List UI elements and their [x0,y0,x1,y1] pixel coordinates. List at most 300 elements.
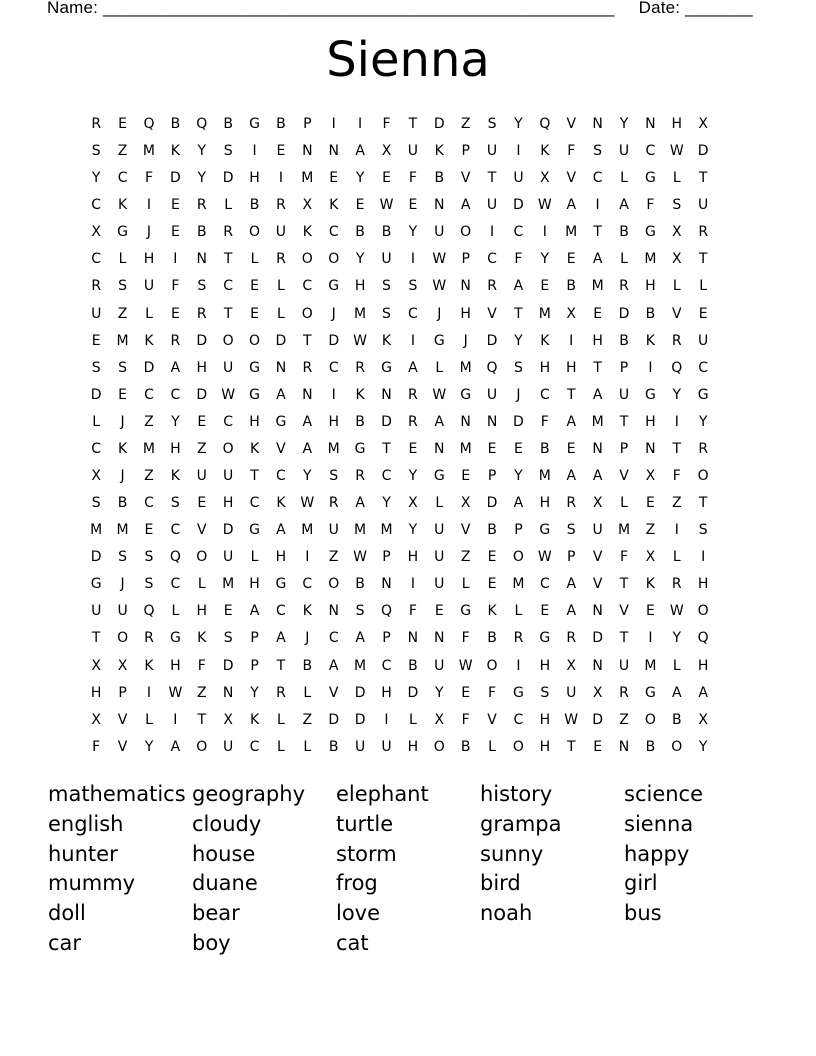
grid-letter: L [118,251,127,268]
grid-letter: B [355,576,365,593]
grid-letter: O [433,738,445,755]
grid-letter: D [354,684,366,701]
grid-letter: M [301,170,314,187]
grid-letter: L [224,197,233,214]
grid-letter: A [513,278,524,295]
grid-letter: V [566,116,577,132]
grid-letter: Y [408,468,418,485]
grid-letter: J [305,630,310,647]
grid-letter: P [382,630,391,647]
grid-letter: J [331,305,336,322]
word-list-item: duane [192,871,258,896]
grid-letter: R [196,197,207,214]
grid-letter: I [516,657,521,674]
grid-letter: E [408,440,418,457]
grid-letter: Y [408,224,418,241]
word-list-item: sienna [624,811,694,836]
grid-letter: R [671,332,682,349]
grid-letter: I [278,170,283,187]
grid-letter: N [222,684,234,701]
grid-letter: E [645,603,655,620]
grid-letter: D [513,197,524,214]
grid-letter: J [120,413,125,430]
grid-letter: P [250,630,259,647]
grid-letter: Y [197,143,207,160]
grid-letter: Z [117,143,128,160]
grid-letter: T [223,305,233,322]
grid-letter: I [489,224,495,241]
word-list-item: storm [336,841,397,866]
grid-letter: R [487,278,497,295]
grid-letter: K [329,197,339,214]
grid-letter: R [566,495,577,512]
grid-letter: X [117,657,128,674]
grid-letter: X [91,657,101,674]
grid-letter: M [617,522,631,539]
grid-letter: K [249,440,260,457]
grid-letter: N [302,386,313,403]
grid-letter: C [539,576,550,593]
grid-letter: C [302,278,313,295]
grid-letter: T [619,413,629,430]
grid-letter: N [381,576,392,593]
grid-letter: C [249,738,260,755]
grid-letter: V [619,603,629,620]
grid-letter: K [302,224,312,241]
grid-letter: H [407,549,419,566]
grid-letter: I [516,143,521,160]
grid-letter: E [566,440,576,457]
grid-letter: Z [302,711,313,728]
grid-letter: H [196,603,208,620]
grid-letter: O [644,711,656,728]
word-list-item: sunny [480,841,544,866]
grid-letter: D [407,684,419,701]
grid-letter: X [566,305,577,322]
grid-letter: G [169,630,181,647]
grid-letter: O [222,440,234,457]
date-line[interactable]: _______ [685,0,753,17]
grid-letter: R [276,684,286,701]
grid-letter: W [353,549,368,566]
grid-letter: H [539,359,551,376]
grid-letter: K [540,143,550,160]
word-list-item: bus [624,901,662,926]
grid-letter: P [514,522,523,539]
grid-letter: X [698,711,708,728]
grid-letter: U [698,197,709,214]
grid-letter: O [117,630,129,647]
grid-letter: L [672,170,681,187]
grid-letter: B [302,657,313,674]
grid-letter: A [249,603,260,620]
grid-letter: V [460,170,471,187]
grid-letter: E [118,116,128,132]
grid-letter: R [144,630,154,647]
grid-letter: D [196,332,208,349]
grid-letter: C [91,197,102,214]
grid-letter: C [513,711,524,728]
grid-letter: I [384,711,389,728]
grid-letter: V [592,576,603,593]
grid-letter: I [173,251,178,268]
grid-letter: J [437,305,442,322]
grid-letter: R [671,576,682,593]
grid-letter: I [542,224,547,241]
grid-letter: N [592,116,603,132]
grid-letter: E [91,332,101,349]
grid-letter: C [381,657,392,674]
grid-letter: D [592,630,603,647]
grid-letter: A [328,657,339,674]
grid-letter: W [353,332,368,349]
grid-letter: U [618,386,630,403]
grid-letter: U [381,738,392,755]
grid-letter: V [672,305,682,322]
grid-letter: Y [514,468,523,485]
grid-letter: H [460,305,471,322]
grid-letter: B [619,332,629,349]
grid-letter: Y [540,251,550,268]
grid-letter: B [434,170,445,187]
grid-letter: B [328,738,339,755]
grid-letter: T [698,170,708,187]
grid-letter: R [223,224,234,241]
grid-letter: I [648,359,653,376]
grid-letter: W [221,386,236,403]
grid-letter: H [539,495,551,512]
grid-letter: L [672,549,681,566]
grid-letter: Y [382,495,391,512]
grid-letter: U [328,522,339,539]
grid-letter: U [91,305,102,322]
grid-letter: A [619,197,629,214]
grid-letter: T [619,630,629,647]
grid-letter: W [669,603,684,620]
grid-letter: N [434,197,445,214]
word-list-item: doll [48,901,86,926]
grid-letter: E [197,413,207,430]
grid-letter: C [328,359,339,376]
grid-letter: E [382,170,391,187]
grid-letter: G [249,116,260,132]
grid-letter: N [486,413,498,430]
grid-letter: M [327,440,340,457]
grid-letter: B [671,711,682,728]
grid-letter: O [671,738,683,755]
grid-letter: D [143,359,155,376]
grid-letter: A [592,251,603,268]
grid-letter: B [117,495,128,512]
grid-letter: E [698,305,708,322]
grid-letter: A [566,603,577,620]
grid-letter: X [434,711,445,728]
grid-letter: G [697,386,709,403]
name-line[interactable]: _____________________________________________________ [103,0,615,17]
grid-letter: C [302,576,313,593]
word-list-item: house [192,841,256,866]
grid-letter: H [407,738,419,755]
grid-letter: M [90,522,103,539]
grid-letter: E [223,603,233,620]
grid-letter: Q [143,116,155,132]
grid-letter: W [168,684,183,701]
grid-letter: W [432,251,447,268]
grid-letter: L [435,359,444,376]
grid-letter: N [592,440,603,457]
grid-letter: V [487,711,497,728]
grid-letter: W [300,495,315,512]
grid-letter: M [538,305,551,322]
grid-letter: N [275,359,287,376]
grid-letter: R [355,468,365,485]
grid-letter: P [250,657,259,674]
letter-grid [83,114,716,764]
grid-letter: A [355,143,365,160]
grid-letter: I [146,684,152,701]
grid-letter: U [618,657,630,674]
grid-letter: M [354,305,367,322]
grid-letter: G [249,386,260,403]
grid-letter: T [408,116,418,132]
grid-letter: T [566,386,576,403]
grid-letter: T [672,440,682,457]
grid-letter: S [223,143,233,160]
grid-letter: D [328,711,340,728]
grid-letter: L [197,576,206,593]
grid-letter: F [461,630,470,647]
grid-letter: O [249,224,261,241]
grid-letter: G [117,224,129,241]
grid-letter: K [302,603,312,620]
grid-letter: E [408,197,418,214]
grid-letter: S [118,549,128,566]
grid-letter: T [223,251,233,268]
grid-letter: F [408,170,417,187]
grid-letter: A [355,630,365,647]
grid-letter: H [697,576,709,593]
grid-letter: E [170,224,180,241]
grid-letter: O [512,549,524,566]
grid-letter: S [698,522,708,539]
grid-letter: F [461,711,470,728]
grid-letter: B [355,224,365,241]
grid-letter: C [487,251,497,268]
grid-letter: H [697,657,709,674]
grid-letter: W [432,278,447,295]
grid-letter: L [171,603,180,620]
grid-letter: B [355,413,365,430]
grid-letter: Y [698,738,708,755]
grid-letter: H [249,576,260,593]
grid-letter: U [486,386,498,403]
grid-letter: E [355,197,365,214]
grid-letter: S [170,495,180,512]
grid-letter: E [329,170,339,187]
grid-letter: P [619,440,629,457]
grid-letter: C [276,468,286,485]
grid-letter: S [197,278,207,295]
grid-letter: Q [539,116,551,132]
grid-letter: U [196,468,207,485]
grid-letter: T [487,170,497,187]
grid-letter: R [91,278,102,295]
grid-letter: U [143,278,155,295]
grid-letter: D [433,116,445,132]
grid-letter: T [593,359,602,376]
grid-letter: P [487,468,497,485]
grid-letter: S [118,359,128,376]
grid-letter: L [277,738,285,755]
word-list-item: car [48,930,82,955]
grid-letter: I [410,332,415,349]
grid-letter: M [565,224,578,241]
grid-letter: V [117,711,128,728]
grid-letter: O [460,224,472,241]
grid-letter: Z [196,440,207,457]
grid-letter: A [698,684,708,701]
grid-letter: R [276,197,286,214]
grid-letter: F [672,468,681,485]
grid-letter: L [435,495,444,512]
grid-letter: X [592,495,603,512]
grid-letter: U [434,549,445,566]
word-list-item: bear [192,901,240,926]
grid-letter: K [170,143,180,160]
grid-letter: X [566,657,577,674]
grid-letter: C [328,630,339,647]
grid-letter: H [671,116,683,132]
grid-letter: U [486,197,498,214]
grid-letter: L [514,603,523,620]
grid-letter: O [328,251,340,268]
grid-letter: J [463,332,468,349]
grid-letter: L [277,711,285,728]
grid-letter: A [592,386,603,403]
grid-letter: W [432,386,447,403]
grid-letter: S [329,468,339,485]
grid-letter: A [302,440,313,457]
grid-letter: C [223,413,234,430]
grid-letter: L [250,251,259,268]
grid-letter: L [303,738,312,755]
grid-letter: U [618,143,630,160]
grid-letter: E [250,305,259,322]
grid-letter: Q [169,549,181,566]
grid-letter: U [407,143,418,160]
grid-letter: S [593,143,603,160]
grid-letter: H [328,413,339,430]
grid-letter: U [354,738,366,755]
grid-letter: U [434,576,445,593]
word-list [48,780,768,959]
grid-letter: C [328,224,339,241]
grid-letter: E [461,468,471,485]
grid-letter: C [249,495,260,512]
date-label: Date: [638,0,681,17]
grid-letter: C [117,170,128,187]
grid-letter: N [645,116,656,132]
grid-letter: G [249,359,260,376]
grid-letter: G [90,576,102,593]
grid-letter: N [302,143,313,160]
grid-letter: K [487,603,497,620]
grid-letter: L [277,305,285,322]
grid-letter: A [355,495,365,512]
grid-letter: I [173,711,178,728]
word-list-item: happy [624,841,690,866]
grid-letter: N [592,603,603,620]
grid-letter: R [302,359,313,376]
grid-letter: G [644,386,656,403]
grid-letter: E [118,386,128,403]
grid-letter: E [461,684,471,701]
grid-letter: W [537,549,552,566]
grid-letter: S [144,549,154,566]
grid-letter: S [144,576,154,593]
grid-letter: P [461,143,470,160]
grid-letter: S [91,359,101,376]
grid-letter: G [513,684,524,701]
grid-letter: I [331,116,336,132]
grid-letter: C [539,386,550,403]
grid-letter: T [91,630,101,647]
grid-letter: V [328,684,339,701]
grid-letter: R [170,332,181,349]
grid-letter: N [434,630,445,647]
grid-letter: A [302,413,313,430]
grid-letter: A [276,630,286,647]
grid-letter: F [171,278,180,295]
grid-letter: M [354,657,367,674]
grid-letter: R [355,359,365,376]
grid-letter: A [460,197,471,214]
grid-letter: U [381,251,392,268]
grid-letter: G [275,413,287,430]
grid-letter: S [566,522,576,539]
grid-letter: T [303,332,312,349]
grid-letter: X [302,197,313,214]
grid-letter: G [460,603,472,620]
grid-letter: G [328,278,340,295]
grid-letter: V [460,522,471,539]
grid-letter: D [328,332,340,349]
grid-letter: A [566,413,577,430]
grid-letter: E [487,440,497,457]
grid-letter: H [170,440,181,457]
grid-letter: E [487,576,497,593]
grid-letter: N [328,603,339,620]
grid-letter: W [537,197,552,214]
grid-letter: B [487,522,497,539]
grid-letter: O [249,332,261,349]
grid-letter: Q [486,359,498,376]
grid-letter: G [539,630,551,647]
grid-letter: O [301,251,313,268]
grid-letter: E [540,278,550,295]
word-list-item: grampa [480,811,562,836]
grid-letter: M [222,576,235,593]
grid-letter: L [303,684,312,701]
grid-letter: Y [408,522,418,539]
grid-letter: M [459,359,472,376]
grid-letter: L [620,170,628,187]
grid-letter: V [566,170,577,187]
grid-letter: M [354,522,367,539]
grid-letter: L [672,657,681,674]
grid-letter: K [170,468,180,485]
grid-letter: E [487,549,497,566]
